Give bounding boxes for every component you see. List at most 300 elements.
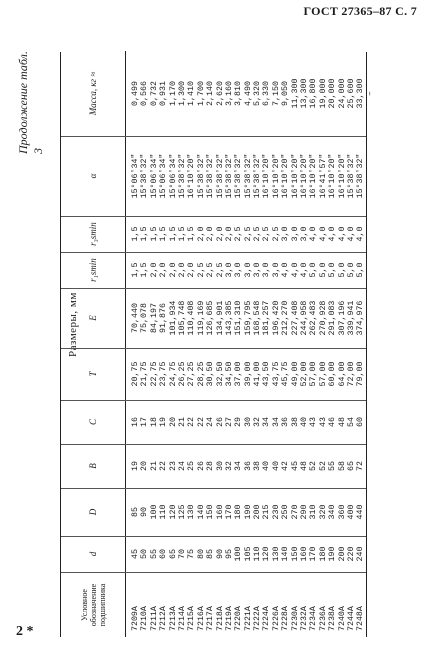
table-cell: 22 — [196, 417, 206, 427]
table-cell: 5,0 — [356, 262, 366, 278]
table-cell: 45 — [290, 461, 300, 471]
table-cell: 55 — [149, 549, 159, 559]
table-cell: 1,410 — [187, 81, 197, 106]
table-cell: 110 — [253, 546, 263, 562]
table-columns — [61, 52, 375, 637]
table-cell: 16°10′20″ — [262, 153, 272, 199]
table-cell: 2,0 — [168, 262, 178, 278]
table-cell: 440 — [356, 504, 366, 520]
column-header-designation: Условное обозначение подшипника — [61, 573, 126, 637]
column-header-alpha: α — [61, 136, 126, 216]
table-cell: 65 — [168, 549, 178, 559]
column-body-D — [131, 488, 366, 536]
table-cell: 7234А — [309, 606, 319, 631]
table-cell: 143,385 — [224, 300, 234, 336]
table-cell: 2,5 — [196, 262, 206, 278]
table-cell: 190 — [328, 546, 338, 562]
table-cell: 4,490 — [243, 81, 253, 106]
column-B — [61, 444, 366, 489]
table-cell: 190 — [243, 504, 253, 520]
column-body-mass — [131, 51, 375, 136]
table-cell: 250 — [281, 504, 291, 520]
table-cell: 119,169 — [196, 300, 206, 336]
table-cell: 32 — [253, 417, 263, 427]
table-cell: 7217А — [206, 606, 216, 631]
column-header-r1smin: r₁smin — [61, 252, 126, 288]
table-cell: 130 — [271, 546, 281, 562]
table-cell: 60 — [159, 549, 169, 559]
table-cell: 150 — [206, 504, 216, 520]
table-cell: 18 — [149, 417, 159, 427]
table-cell: 7211А — [149, 606, 159, 631]
table-cell: 2,5 — [206, 262, 216, 278]
table-cell: 7248А — [356, 606, 366, 631]
table-cell: 360 — [337, 504, 347, 520]
table-cell: 15°06′34″ — [168, 153, 178, 199]
table-cell: 50 — [140, 549, 150, 559]
table-cell: 3,0 — [234, 262, 244, 278]
table-cell: 22,75 — [149, 361, 159, 387]
table-cell: 32,50 — [215, 361, 225, 387]
table-cell: 15°06′34″ — [131, 153, 140, 199]
table-cell: 126,685 — [206, 300, 216, 336]
table-cell: 20 — [168, 417, 178, 427]
column-header-C: C — [61, 400, 126, 444]
table-cell: 339,941 — [346, 300, 356, 336]
table-cell: 15°06′34″ — [149, 153, 159, 199]
table-cell: 1,700 — [196, 81, 206, 106]
column-body-designation — [131, 573, 366, 637]
table-cell: 7215А — [187, 606, 197, 631]
table-cell: 16°41′57″ — [318, 153, 328, 199]
column-d — [61, 536, 366, 573]
table-cell: 85 — [131, 507, 140, 517]
table-cell: 30 — [215, 461, 225, 471]
table-cell: 7212А — [159, 606, 169, 631]
table-cell: 170 — [309, 546, 319, 562]
table-cell: 230 — [271, 504, 281, 520]
table-cell: 16°10′20″ — [290, 153, 300, 199]
table-cell: 75 — [187, 549, 197, 559]
table-cell: 6,330 — [262, 81, 272, 106]
table-cell: 95 — [224, 549, 234, 559]
table-cell: 28,25 — [196, 361, 206, 387]
table-cell: 17 — [140, 417, 150, 427]
table-cell: 120 — [168, 504, 178, 520]
table-cell: 41,00 — [253, 361, 263, 387]
table-cell: 2,620 — [215, 81, 225, 106]
table-cell: 0,499 — [131, 81, 140, 106]
table-cell: 2,0 — [187, 262, 197, 278]
table-cell: 200 — [337, 546, 347, 562]
column-body-d — [131, 536, 366, 572]
table-cell: 24,000 — [337, 78, 347, 109]
table-cell: 15°38′32″ — [346, 153, 356, 199]
table-cell: 38 — [290, 417, 300, 427]
table-cell: 340 — [328, 504, 338, 520]
table-cell: 23,75 — [159, 361, 169, 387]
table-cell: 22 — [187, 417, 197, 427]
table-cell: 27 — [224, 417, 234, 427]
table-cell: 43,50 — [262, 361, 272, 387]
table-cell: 101,934 — [168, 300, 178, 336]
table-cell: 20 — [140, 461, 150, 471]
column-r1smin — [61, 252, 366, 289]
table-cell: 45,75 — [281, 361, 291, 387]
table-cell: 4,0 — [281, 262, 291, 278]
table-cell: 30,50 — [206, 361, 216, 387]
table-cell: 168,548 — [253, 300, 263, 336]
column-body-alpha — [131, 136, 366, 216]
table-cell: 79,00 — [356, 361, 366, 387]
table-cell: 3,0 — [271, 262, 281, 278]
table-cell: 34,50 — [224, 361, 234, 387]
table-continuation-note: Продолжение табл. 3 — [16, 51, 45, 154]
table-cell: 25,600 — [346, 78, 356, 109]
table-cell: 3,0 — [290, 226, 300, 242]
table-cell: 4,0 — [328, 226, 338, 242]
table-cell: 26 — [215, 417, 225, 427]
table-cell: 49,00 — [290, 361, 300, 387]
table-cell: 36 — [281, 417, 291, 427]
table-cell: 120 — [262, 546, 272, 562]
table-cell: 5,0 — [346, 262, 356, 278]
table-cell: 4,0 — [318, 226, 328, 242]
table-cell: 19 — [131, 461, 140, 471]
column-r3smin — [61, 216, 366, 253]
table-cell: 4,0 — [346, 226, 356, 242]
table-cell: 16°10′20″ — [337, 153, 347, 199]
table-cell: 2,5 — [262, 226, 272, 242]
table-cell: 16°10′20″ — [328, 153, 338, 199]
table-cell: 43,75 — [271, 361, 281, 387]
table-cell: 3,810 — [234, 81, 244, 106]
table-cell: 374,976 — [356, 300, 366, 336]
table-cell: 0,732 — [149, 81, 159, 106]
table-cell: 2,0 — [224, 226, 234, 242]
table-cell: 21 — [177, 417, 187, 427]
table-cell: 310 — [309, 504, 319, 520]
column-body-r1smin — [131, 252, 366, 288]
table-cell: 3,0 — [224, 262, 234, 278]
table-cell: 1,5 — [140, 226, 150, 242]
table-cell: 21,75 — [140, 361, 150, 387]
page-header: ГОСТ 27365–87 С. 7 — [303, 4, 417, 18]
table-cell: 1,5 — [168, 226, 178, 242]
table-cell: 2,0 — [196, 226, 206, 242]
table-cell: 140 — [196, 504, 206, 520]
column-E — [61, 288, 366, 349]
table-cell: 16°10′20″ — [271, 153, 281, 199]
table-cell: 43 — [309, 417, 319, 427]
column-body-T — [131, 348, 366, 400]
table-cell: 134,901 — [215, 300, 225, 336]
table-cell: 72 — [356, 461, 366, 471]
column-D — [61, 488, 366, 537]
table-cell: 33,300 — [356, 78, 366, 109]
table-cell: 28 — [206, 461, 216, 471]
table-cell: 75,078 — [140, 303, 150, 333]
table-cell: 7232А — [300, 606, 310, 631]
table-cell: 70,440 — [131, 303, 140, 333]
table-cell: 15°38′32″ — [224, 153, 234, 199]
table-cell: 240 — [356, 546, 366, 562]
table-cell: 100 — [234, 546, 244, 562]
table-cell: 22 — [159, 461, 169, 471]
column-mass — [61, 51, 375, 137]
bearing-dimensions-table — [60, 52, 375, 637]
table-cell: 15°38′32″ — [215, 153, 225, 199]
table-cell: 290 — [300, 504, 310, 520]
table-cell: 212,270 — [281, 300, 291, 336]
table-cell: 3,0 — [243, 262, 253, 278]
column-body-r3smin — [131, 216, 366, 252]
table-cell: 4,0 — [309, 226, 319, 242]
table-cell: 40 — [300, 417, 310, 427]
table-cell: 26,25 — [177, 361, 187, 387]
table-cell: 1,5 — [159, 226, 169, 242]
table-cell: 52,00 — [300, 361, 310, 387]
table-cell: 270 — [290, 504, 300, 520]
table-cell: 55 — [328, 461, 338, 471]
table-cell: 24 — [177, 461, 187, 471]
table-cell: 7228А — [281, 606, 291, 631]
table-cell: 90 — [140, 507, 150, 517]
column-designation — [61, 573, 366, 637]
table-cell: 15°38′32″ — [243, 153, 253, 199]
page-number: 2 * — [16, 624, 34, 639]
table-cell: 37,00 — [234, 361, 244, 387]
table-cell: 2,5 — [234, 226, 244, 242]
table-cell: 0,931 — [159, 81, 169, 106]
table-cell: 24 — [206, 417, 216, 427]
table-cell: 54 — [346, 417, 356, 427]
table-cell: 7,150 — [271, 81, 281, 106]
table-cell: 4,0 — [300, 262, 310, 278]
table-cell: 4,0 — [337, 226, 347, 242]
table-cell: 15°06′34″ — [159, 153, 169, 199]
table-cell: 72,00 — [346, 361, 356, 387]
table-cell: 180 — [318, 546, 328, 562]
table-cell: 23 — [168, 461, 178, 471]
column-header-mass: Масса, кг ≈ — [61, 51, 126, 136]
table-cell: 21 — [149, 461, 159, 471]
table-cell: 16 — [131, 417, 140, 427]
table-cell: 7244А — [346, 606, 356, 631]
table-cell: 100 — [149, 504, 159, 520]
table-cell: 52 — [318, 461, 328, 471]
table-cell: 1,5 — [131, 226, 140, 242]
table-cell: 15°38′32″ — [196, 153, 206, 199]
table-cell: 91,876 — [159, 303, 169, 333]
table-cell: 2,0 — [177, 262, 187, 278]
table-cell: 20,75 — [131, 361, 140, 387]
rotated-page-content — [0, 47, 429, 647]
table-cell: 57,00 — [309, 361, 319, 387]
table-cell: 25 — [187, 461, 197, 471]
column-header-D: D — [61, 488, 126, 536]
table-cell: 19 — [159, 417, 169, 427]
table-cell: 400 — [346, 504, 356, 520]
table-cell: 291,083 — [328, 300, 338, 336]
table-cell: – — [365, 91, 375, 96]
table-cell: 7238А — [328, 606, 338, 631]
table-cell: 52 — [309, 461, 319, 471]
table-cell: 60 — [356, 417, 366, 427]
table-cell: 105 — [243, 546, 253, 562]
table-cell: 46 — [328, 417, 338, 427]
table-cell: 2,0 — [206, 226, 216, 242]
table-cell: 40 — [271, 461, 281, 471]
table-cell: 7224А — [262, 606, 272, 631]
table-cell: 1,5 — [177, 226, 187, 242]
table-cell: 13,300 — [300, 78, 310, 109]
table-cell: 5,320 — [253, 81, 263, 106]
table-cell: 19,000 — [318, 78, 328, 109]
table-cell: 16°10′20″ — [281, 153, 291, 199]
table-cell: 3,0 — [253, 262, 263, 278]
table-cell: 262,483 — [309, 300, 319, 336]
table-cell: 215 — [262, 504, 272, 520]
table-cell: 9,050 — [281, 81, 291, 106]
table-cell: 270,928 — [318, 300, 328, 336]
table-cell: 4,0 — [290, 262, 300, 278]
table-cell: 244,958 — [300, 300, 310, 336]
table-cell: 60,00 — [328, 361, 338, 387]
column-T — [61, 348, 366, 401]
table-cell: 30 — [243, 417, 253, 427]
table-cell: 320 — [318, 504, 328, 520]
table-cell: 7210А — [140, 606, 150, 631]
table-cell: 64,00 — [337, 361, 347, 387]
table-cell: 34 — [271, 417, 281, 427]
table-cell: 7213А — [168, 606, 178, 631]
table-cell: 170 — [224, 504, 234, 520]
column-body-E — [131, 288, 366, 348]
table-cell: 7240А — [337, 606, 347, 631]
table-cell: 2,140 — [206, 81, 216, 106]
table-cell: 7236А — [318, 606, 328, 631]
table-cell: 151,310 — [234, 300, 244, 336]
table-cell: 15°38′32″ — [356, 153, 366, 199]
table-cell: 196,420 — [271, 300, 281, 336]
table-cell: 200 — [253, 504, 263, 520]
column-header-r3smin: r₃smin — [61, 216, 126, 252]
table-cell: 38 — [253, 461, 263, 471]
table-cell: 36 — [243, 461, 253, 471]
table-cell: 85 — [206, 549, 216, 559]
table-cell: 7220А — [234, 606, 244, 631]
table-cell: 15°38′32″ — [234, 153, 244, 199]
table-cell: 1,5 — [149, 226, 159, 242]
table-cell: 1,5 — [187, 226, 197, 242]
table-cell: 150 — [290, 546, 300, 562]
table-cell: 5,0 — [309, 262, 319, 278]
table-cell: 34 — [234, 461, 244, 471]
table-cell: 110,408 — [187, 300, 197, 336]
table-cell: 125 — [177, 504, 187, 520]
table-cell: 7230А — [290, 606, 300, 631]
table-cell: 80 — [196, 549, 206, 559]
table-cell: 180 — [234, 504, 244, 520]
column-header-T: T — [61, 348, 126, 400]
table-cell: 105,748 — [177, 300, 187, 336]
table-cell: 48 — [300, 461, 310, 471]
table-cell: 227,408 — [290, 300, 300, 336]
units-caption: Размеры, мм — [67, 292, 79, 357]
column-header-E: E — [61, 288, 126, 348]
table-cell: 16°10′20″ — [187, 153, 197, 199]
table-cell: 3,0 — [262, 262, 272, 278]
table-cell: 70 — [177, 549, 187, 559]
column-C — [61, 400, 366, 445]
table-cell: 16,800 — [309, 78, 319, 109]
table-cell: 90 — [215, 549, 225, 559]
table-cell: 16°10′20″ — [309, 153, 319, 199]
table-cell: 7209А — [131, 606, 140, 631]
table-cell: 3,0 — [300, 226, 310, 242]
table-cell: 2,0 — [215, 226, 225, 242]
table-cell: 65 — [346, 461, 356, 471]
table-cell: 5,0 — [337, 262, 347, 278]
table-cell: 24,75 — [168, 361, 178, 387]
table-cell: 39,00 — [243, 361, 253, 387]
column-body-C — [131, 400, 366, 444]
table-cell: 20,000 — [328, 78, 338, 109]
table-cell: 307,196 — [337, 300, 347, 336]
table-cell: 2,5 — [253, 226, 263, 242]
table-cell: 0,566 — [140, 81, 150, 106]
table-cell: 45 — [131, 549, 140, 559]
table-cell: 84,197 — [149, 303, 159, 333]
table-cell: 27,25 — [187, 361, 197, 387]
table-cell: 34 — [262, 417, 272, 427]
table-cell: 2,5 — [215, 262, 225, 278]
table-cell: 181,257 — [262, 300, 272, 336]
table-cell: 7216А — [196, 606, 206, 631]
table-cell: 7226А — [271, 606, 281, 631]
table-cell: 7222А — [253, 606, 263, 631]
table-cell: 2,0 — [159, 262, 169, 278]
table-cell: 32 — [224, 461, 234, 471]
column-header-B: B — [61, 444, 126, 488]
table-cell: 7218А — [215, 606, 225, 631]
table-cell: 7219А — [224, 606, 234, 631]
column-alpha — [61, 136, 366, 217]
table-cell: 43 — [318, 417, 328, 427]
table-cell: 220 — [346, 546, 356, 562]
table-cell: 15°38′32″ — [140, 153, 150, 199]
table-cell: 4,0 — [356, 226, 366, 242]
table-cell: 160 — [300, 546, 310, 562]
column-body-B — [131, 444, 366, 488]
table-cell: 3,160 — [224, 81, 234, 106]
table-cell: 42 — [281, 461, 291, 471]
table-cell: 1,170 — [168, 81, 178, 106]
table-cell: 159,795 — [243, 300, 253, 336]
table-cell: 16°10′20″ — [300, 153, 310, 199]
table-cell: 26 — [196, 461, 206, 471]
table-cell: 130 — [187, 504, 197, 520]
table-cell: 1,5 — [131, 262, 140, 278]
table-cell: 110 — [159, 504, 169, 520]
table-cell: 15°38′32″ — [177, 153, 187, 199]
table-cell: 5,0 — [328, 262, 338, 278]
table-cell: 29 — [234, 417, 244, 427]
column-header-d: d — [61, 536, 126, 572]
table-cell: 7221А — [243, 606, 253, 631]
table-cell: 160 — [215, 504, 225, 520]
